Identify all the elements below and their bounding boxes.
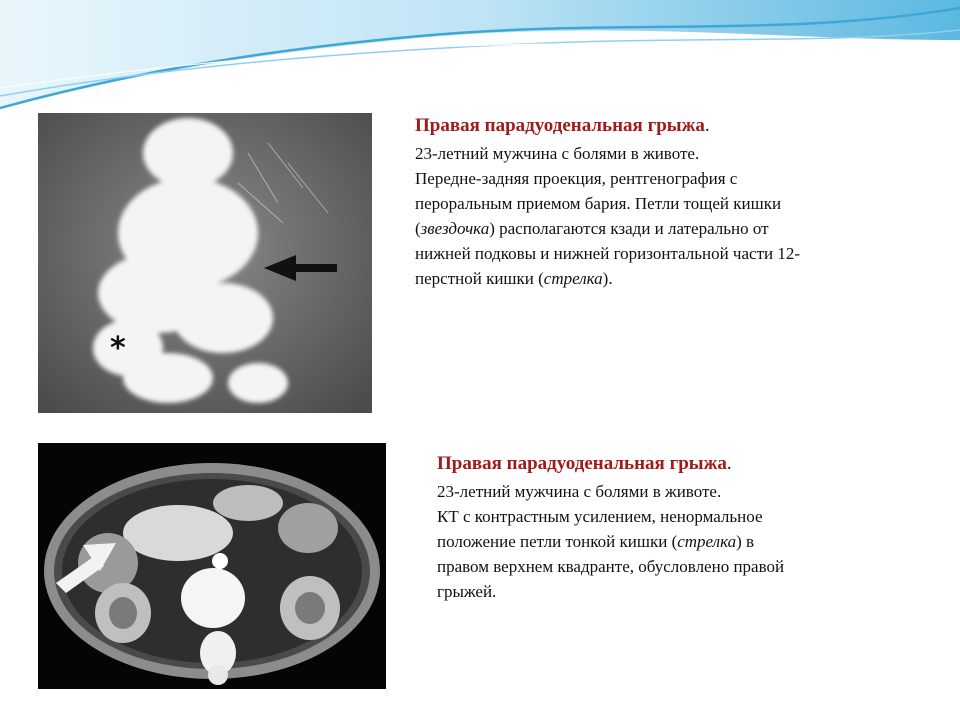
asterisk-marker: *	[110, 331, 126, 366]
caption-title: Правая парадуоденальная грыжа.	[437, 453, 732, 474]
caption-line: нижней подковы и нижней горизонтальной части 12-	[415, 244, 801, 263]
caption-line: 23-летний мужчина с болями в животе.	[415, 144, 700, 163]
ct-scan-graphic	[38, 443, 386, 689]
caption-line: 23-летний мужчина с болями в животе.	[437, 482, 722, 501]
caption-line: КТ с контрастным усилением, ненормальное	[437, 507, 763, 526]
caption-xray	[415, 113, 915, 291]
caption-line: (звездочка) располагаются кзади и латерально от	[415, 219, 769, 238]
caption-line: положение петли тонкой кишки (стрелка) в	[437, 532, 755, 551]
caption-line: правом верхнем квадранте, обусловлено правой	[437, 557, 785, 576]
caption-ct	[437, 451, 897, 604]
barium-xray-image	[38, 113, 372, 413]
caption-line: перстной кишки (стрелка).	[415, 269, 613, 288]
caption-title: Правая парадуоденальная грыжа.	[415, 115, 710, 136]
caption-line: Передне-задняя проекция, рентгенография с	[415, 169, 738, 188]
barium-xray-graphic	[38, 113, 372, 413]
header-wave-decoration	[0, 0, 960, 110]
caption-line: пероральным приемом бария. Петли тощей кишки	[415, 194, 782, 213]
ct-scan-image	[38, 443, 386, 689]
caption-line: грыжей.	[437, 582, 497, 601]
